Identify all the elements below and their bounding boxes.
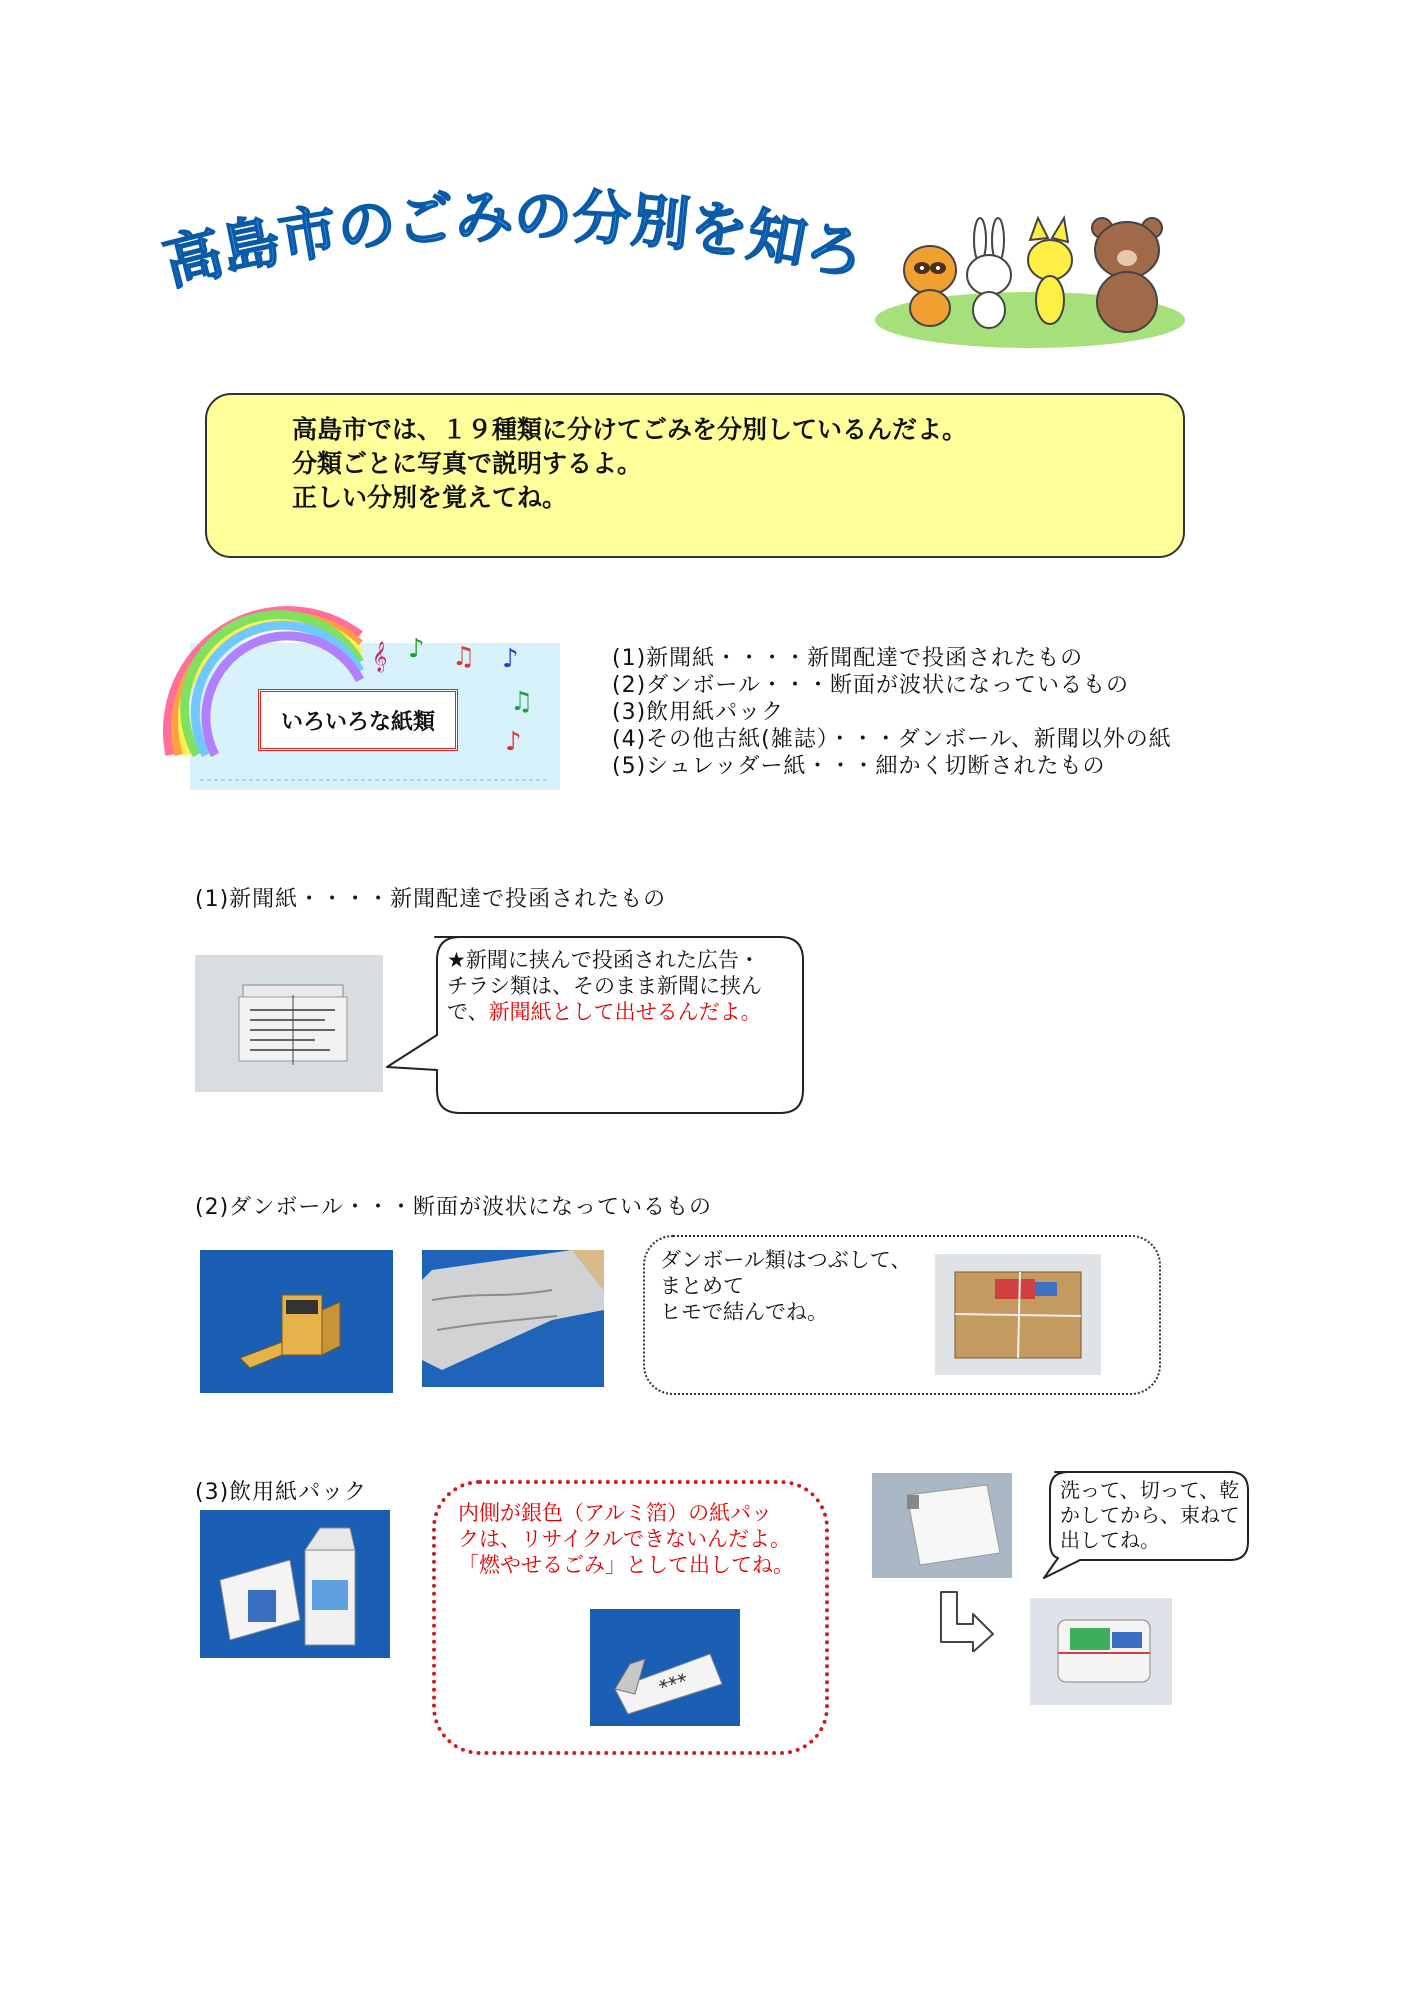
bubble-highlight: 新聞紙として出せるんだよ。 bbox=[488, 1000, 762, 1024]
bubble-line-3: ヒモで結んでね。 bbox=[660, 1300, 828, 1324]
cut-carton-photo bbox=[872, 1473, 1012, 1578]
intro-line-1: 高島市では、１９種類に分けてごみを分別しているんだよ。 bbox=[292, 415, 968, 444]
cardboard-speech-bubble bbox=[643, 1235, 1161, 1395]
svg-text:♪: ♪ bbox=[502, 644, 519, 674]
raccoon-icon bbox=[904, 246, 956, 326]
svg-text:♪: ♪ bbox=[505, 727, 522, 757]
aluminum-warning-box bbox=[432, 1480, 829, 1755]
section-3-title: (3)飲用紙パック bbox=[195, 1480, 368, 1505]
cardboard-box-photo bbox=[200, 1250, 393, 1393]
list-item: (4)その他古紙(雑誌）・・・ダンボール、新聞以外の紙 bbox=[612, 727, 1172, 752]
svg-text:𝄞: 𝄞 bbox=[372, 642, 388, 672]
bear-icon bbox=[1092, 218, 1162, 332]
svg-text:♫: ♫ bbox=[510, 687, 534, 717]
bubble-line-3: 出してね。 bbox=[1060, 1528, 1160, 1552]
svg-text:♫: ♫ bbox=[452, 642, 476, 672]
newspaper-speech-bubble bbox=[385, 935, 805, 1115]
rabbit-icon bbox=[967, 218, 1011, 328]
milk-carton-photo bbox=[200, 1510, 390, 1658]
cardboard-cross-section-photo bbox=[422, 1250, 604, 1387]
svg-text:♪: ♪ bbox=[408, 634, 425, 664]
bubble-line-3: で、 bbox=[447, 1000, 489, 1024]
intro-box bbox=[205, 393, 1185, 558]
list-item: (5)シュレッダー紙・・・細かく切断されたもの bbox=[612, 754, 1106, 779]
category-list bbox=[612, 645, 1312, 780]
page-title bbox=[130, 116, 880, 350]
newspaper-photo bbox=[195, 955, 383, 1092]
bubble-line-1: ダンボール類はつぶして、 bbox=[660, 1248, 912, 1272]
section-2-title: (2)ダンボール・・・断面が波状になっているもの bbox=[195, 1195, 712, 1220]
carton-speech-bubble bbox=[1020, 1470, 1252, 1580]
bundled-cartons-photo bbox=[1030, 1598, 1172, 1705]
intro-line-3: 正しい分別を覚えてね。 bbox=[292, 483, 568, 512]
aluminum-carton-photo bbox=[590, 1609, 740, 1726]
svg-text:⚹⚹⚹: ⚹⚹⚹ bbox=[655, 1665, 689, 1693]
bubble-line-2: かしてから、束ねて bbox=[1060, 1503, 1240, 1527]
warning-line-3: 「燃やせるごみ」として出してね。 bbox=[458, 1553, 794, 1577]
list-item: (1)新聞紙・・・・新聞配達で投函されたもの bbox=[612, 646, 1084, 671]
title-text: 高島市のごみの分別を知ろう bbox=[130, 116, 871, 299]
section-1-title: (1)新聞紙・・・・新聞配達で投函されたもの bbox=[195, 887, 667, 912]
list-item: (3)飲用紙パック bbox=[612, 700, 785, 725]
warning-line-2: クは、リサイクルできないんだよ。 bbox=[458, 1527, 792, 1551]
animal-friends-illustration bbox=[870, 200, 1190, 350]
kinds-label bbox=[258, 689, 458, 751]
bubble-line-1: 洗って、切って、乾 bbox=[1060, 1478, 1240, 1502]
bubble-line-1: ★新聞に挟んで投函された広告・ bbox=[447, 948, 760, 972]
arrow-down-right-icon bbox=[935, 1590, 995, 1652]
kinds-label-text: いろいろな紙類 bbox=[280, 709, 435, 735]
intro-line-2: 分類ごとに写真で説明するよ。 bbox=[292, 449, 643, 478]
bubble-line-2: チラシ類は、そのまま新聞に挟ん bbox=[447, 974, 762, 998]
bubble-line-2: まとめて bbox=[660, 1274, 744, 1298]
tied-cardboard-photo bbox=[935, 1254, 1101, 1375]
warning-line-1: 内側が銀色（アルミ箔）の紙パッ bbox=[458, 1501, 773, 1525]
svg-text:高島市のごみの分別を知ろう bbox=[131, 116, 871, 298]
list-item: (2)ダンボール・・・断面が波状になっているもの bbox=[612, 673, 1129, 698]
